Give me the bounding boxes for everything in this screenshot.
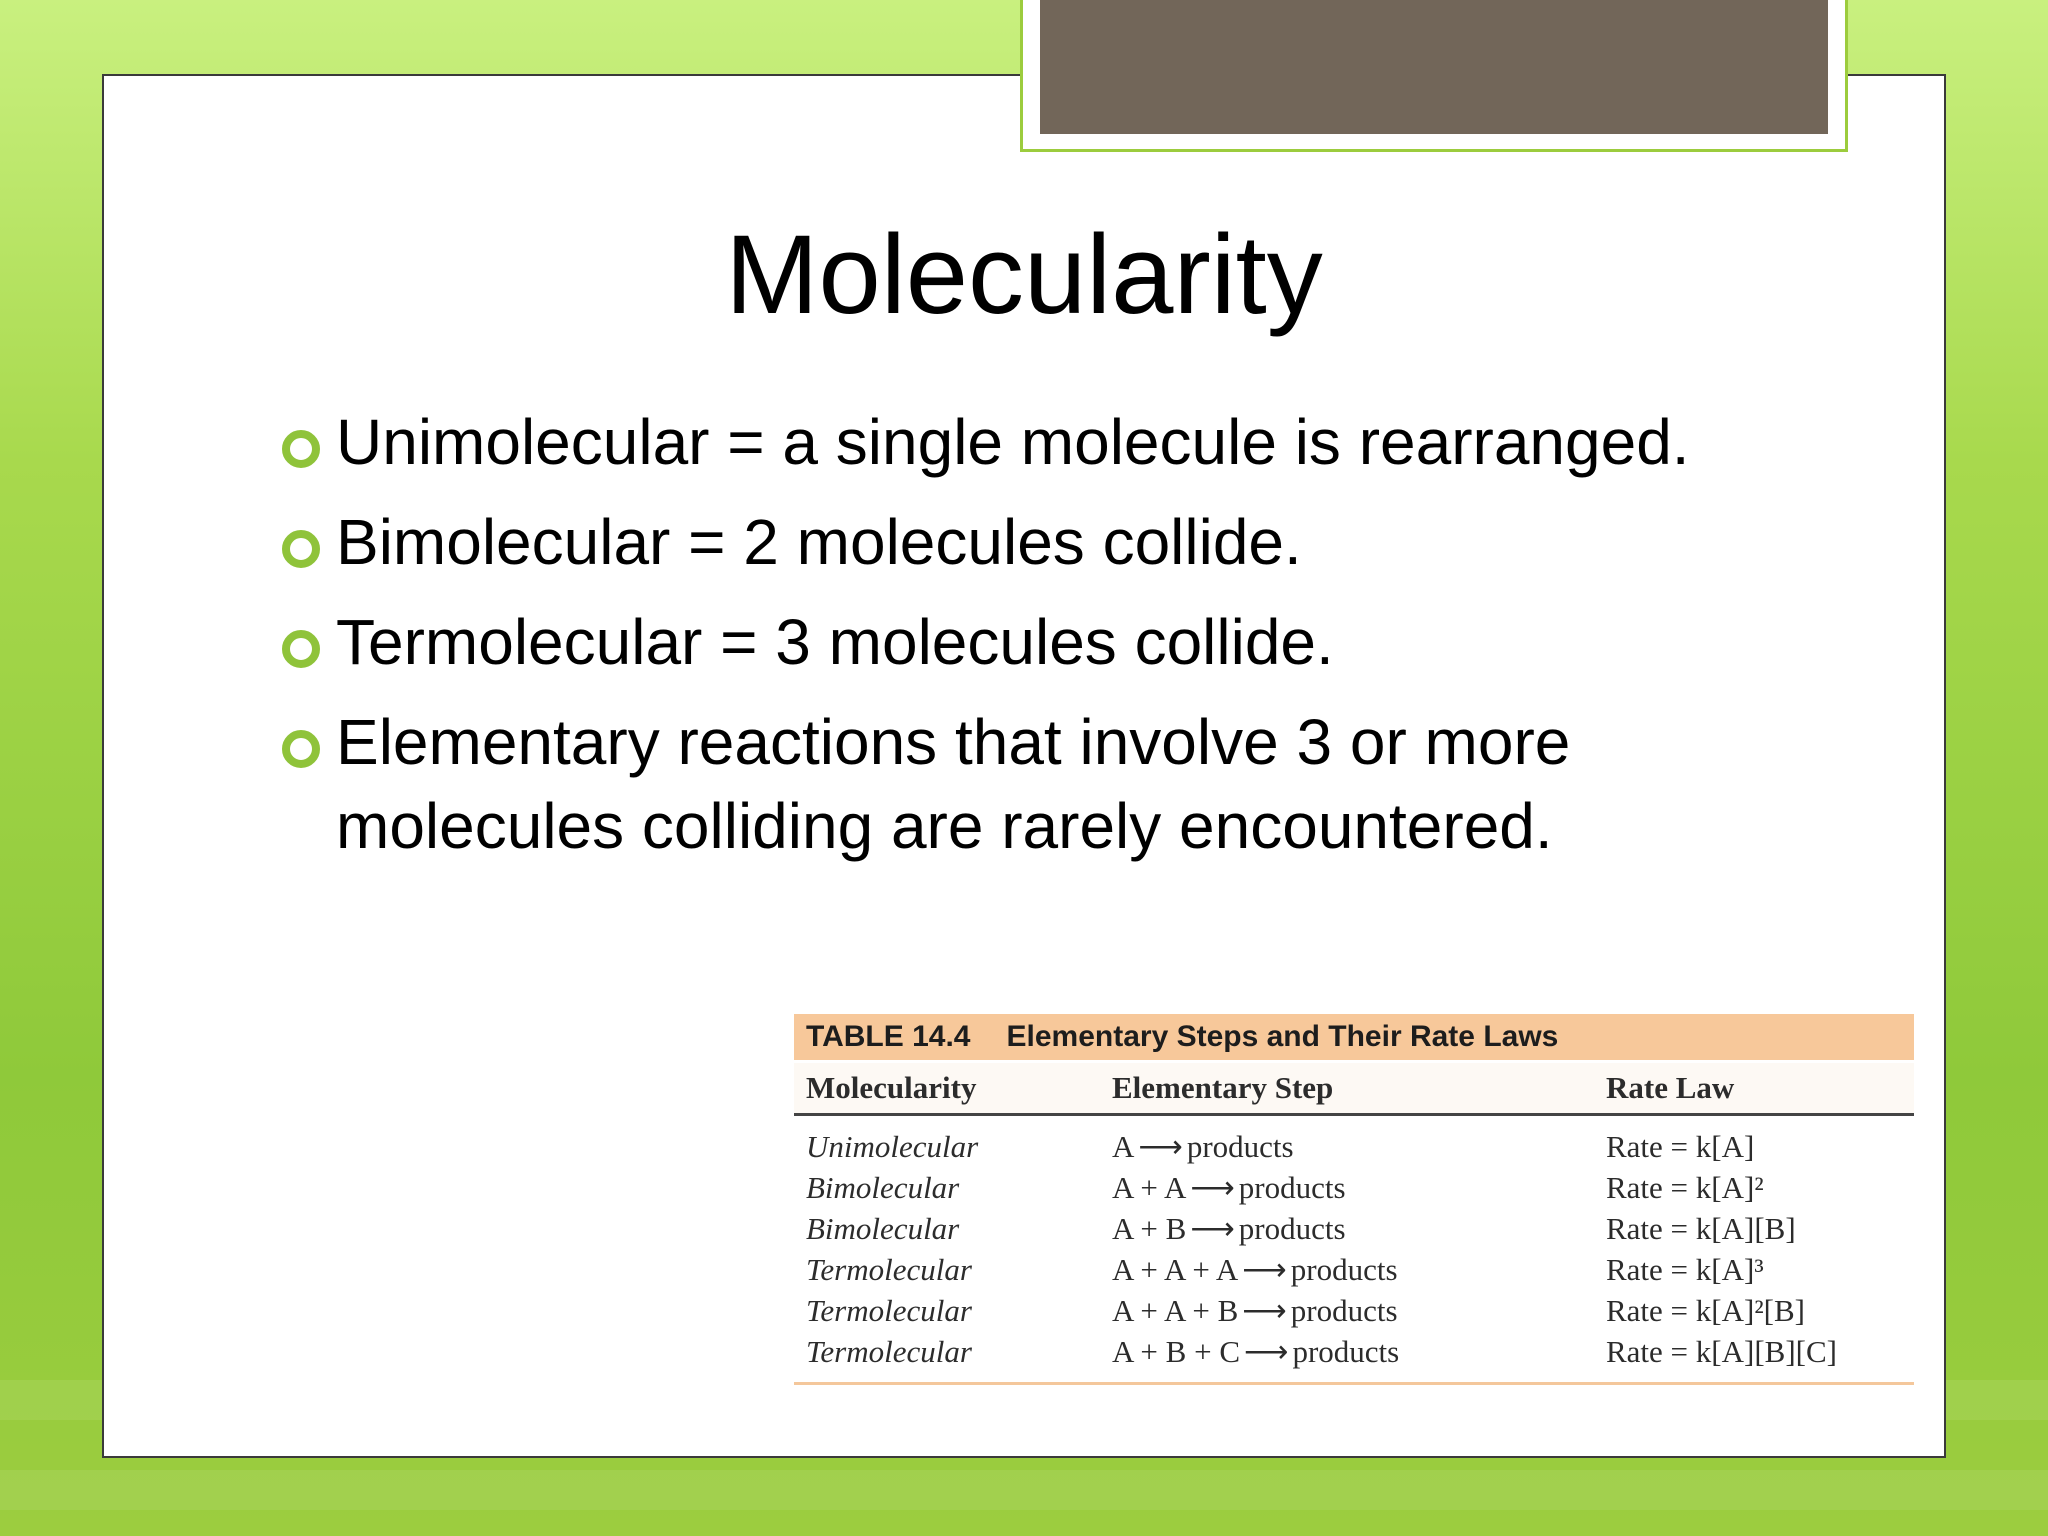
ring-bullet-icon (282, 730, 320, 768)
ring-bullet-icon (282, 530, 320, 568)
bullet-text: Bimolecular = 2 molecules collide. (336, 506, 1302, 578)
background-stripe (0, 1470, 2048, 1510)
cell-products: products (1292, 1334, 1400, 1369)
table-row (794, 1126, 1914, 1167)
table-row (794, 1249, 1914, 1290)
cell-molecularity: Termolecular (806, 1293, 972, 1328)
reaction-arrow-icon: ⟶ (1242, 1293, 1287, 1328)
cell-reactants: A + B + C (1112, 1334, 1240, 1369)
cell-products: products (1186, 1129, 1294, 1164)
ring-bullet-icon (282, 430, 320, 468)
slide-title: Molecularity (725, 212, 1323, 337)
reaction-arrow-icon: ⟶ (1242, 1252, 1287, 1287)
cell-elementary-step (1112, 1126, 1606, 1167)
header-molecularity: Molecularity (806, 1070, 977, 1105)
table-row (794, 1290, 1914, 1331)
cell-products: products (1290, 1252, 1398, 1287)
cell-elementary-step (1112, 1331, 1606, 1372)
table-body (794, 1116, 1914, 1385)
header-elementary-step: Elementary Step (1112, 1070, 1334, 1105)
reaction-arrow-icon: ⟶ (1138, 1129, 1183, 1164)
bullet-text: Unimolecular = a single molecule is rearranged. (336, 406, 1690, 478)
cell-products: products (1238, 1170, 1346, 1205)
rate-law-table (794, 1014, 1914, 1385)
table-header-row (794, 1060, 1914, 1116)
table-caption-title: Elementary Steps and Their Rate Laws (1006, 1020, 1559, 1053)
header-rate-law: Rate Law (1606, 1070, 1735, 1105)
cell-reactants: A (1112, 1129, 1135, 1164)
cell-molecularity: Unimolecular (806, 1129, 979, 1164)
table-row (794, 1331, 1914, 1372)
table-row (794, 1208, 1914, 1249)
cell-rate-law: Rate = k[A]² (1606, 1170, 1764, 1205)
cell-elementary-step (1112, 1290, 1606, 1331)
cell-rate-law: Rate = k[A] (1606, 1129, 1755, 1164)
reaction-arrow-icon: ⟶ (1190, 1170, 1235, 1205)
cell-molecularity: Termolecular (806, 1252, 972, 1287)
reaction-arrow-icon: ⟶ (1190, 1211, 1235, 1246)
bullet-text: Termolecular = 3 molecules collide. (336, 606, 1334, 678)
cell-rate-law: Rate = k[A][B][C] (1606, 1334, 1837, 1369)
cell-rate-law: Rate = k[A][B] (1606, 1211, 1796, 1246)
cell-elementary-step (1112, 1249, 1606, 1290)
cell-molecularity: Bimolecular (806, 1211, 960, 1246)
cell-reactants: A + B (1112, 1211, 1187, 1246)
reaction-arrow-icon: ⟶ (1244, 1334, 1289, 1369)
cell-rate-law: Rate = k[A]³ (1606, 1252, 1764, 1287)
cell-reactants: A + A (1112, 1170, 1187, 1205)
bullet-item (270, 600, 1730, 684)
cell-reactants: A + A + B (1112, 1293, 1239, 1328)
ring-bullet-icon (282, 630, 320, 668)
table-caption (794, 1014, 1914, 1060)
bullet-item (270, 400, 1730, 484)
cell-rate-law: Rate = k[A]²[B] (1606, 1293, 1805, 1328)
bullet-text: Elementary reactions that involve 3 or more molecules colliding are rarely encountered. (336, 706, 1571, 862)
bullet-list (270, 400, 1730, 884)
cell-reactants: A + A + A (1112, 1252, 1239, 1287)
cell-products: products (1290, 1293, 1398, 1328)
table-caption-number: TABLE 14.4 (806, 1020, 971, 1053)
cell-elementary-step (1112, 1167, 1606, 1208)
cell-elementary-step (1112, 1208, 1606, 1249)
title-tab-block (1040, 0, 1828, 134)
cell-molecularity: Termolecular (806, 1334, 972, 1369)
cell-molecularity: Bimolecular (806, 1170, 960, 1205)
table-row (794, 1167, 1914, 1208)
bullet-item (270, 500, 1730, 584)
cell-products: products (1238, 1211, 1346, 1246)
bullet-item (270, 700, 1730, 868)
